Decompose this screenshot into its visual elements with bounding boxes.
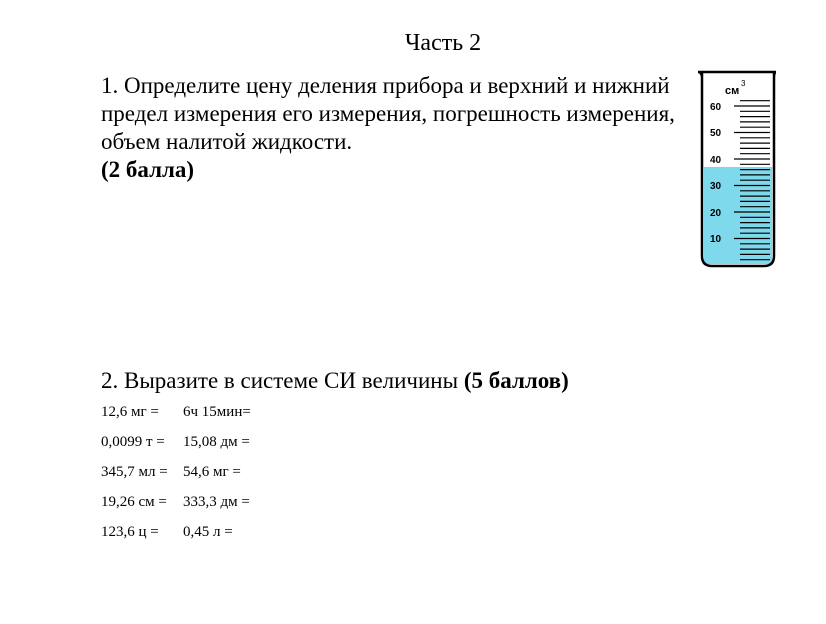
conversion-right: 333,3 дм = xyxy=(183,494,250,510)
task-1 xyxy=(101,72,691,184)
conversion-right: 54,6 мг = xyxy=(183,464,241,480)
conversion-right: 0,45 л = xyxy=(183,524,233,540)
conversion-right: 6ч 15мин= xyxy=(183,404,251,420)
conversion-left: 345,7 мл = xyxy=(101,464,168,480)
scale-label-30: 30 xyxy=(710,181,722,192)
conversion-left: 12,6 мг = xyxy=(101,404,159,420)
task-1-text: 1. Определите цену деления прибора и верхний и нижний предел измерения его измерения, погрешность измерения, объем налитой жидкости. xyxy=(101,73,675,154)
cylinder-unit: см xyxy=(725,85,740,97)
scale-label-20: 20 xyxy=(710,208,722,219)
page-title: Часть 2 xyxy=(404,30,482,56)
task-1-points: (2 балла) xyxy=(101,157,195,182)
conversion-row xyxy=(101,464,241,481)
conversion-left: 19,26 см = xyxy=(101,494,167,510)
measuring-cylinder xyxy=(694,68,784,274)
scale-label-40: 40 xyxy=(710,155,722,166)
task-2-text: 2. Выразите в системе СИ величины xyxy=(101,368,459,393)
scale-label-60: 60 xyxy=(710,102,722,113)
conversion-left: 0,0099 т = xyxy=(101,434,165,450)
conversion-row xyxy=(101,494,250,511)
conversion-right: 15,08 дм = xyxy=(183,434,250,450)
scale-label-50: 50 xyxy=(710,128,722,139)
cylinder-unit-exp: 3 xyxy=(741,79,746,88)
conversion-row xyxy=(101,434,250,451)
scale-label-10: 10 xyxy=(710,234,722,245)
task-2-heading xyxy=(101,366,569,396)
conversion-row xyxy=(101,524,233,541)
conversion-left: 123,6 ц = xyxy=(101,524,159,540)
conversion-row xyxy=(101,404,251,421)
task-2-points: (5 баллов) xyxy=(463,368,569,393)
